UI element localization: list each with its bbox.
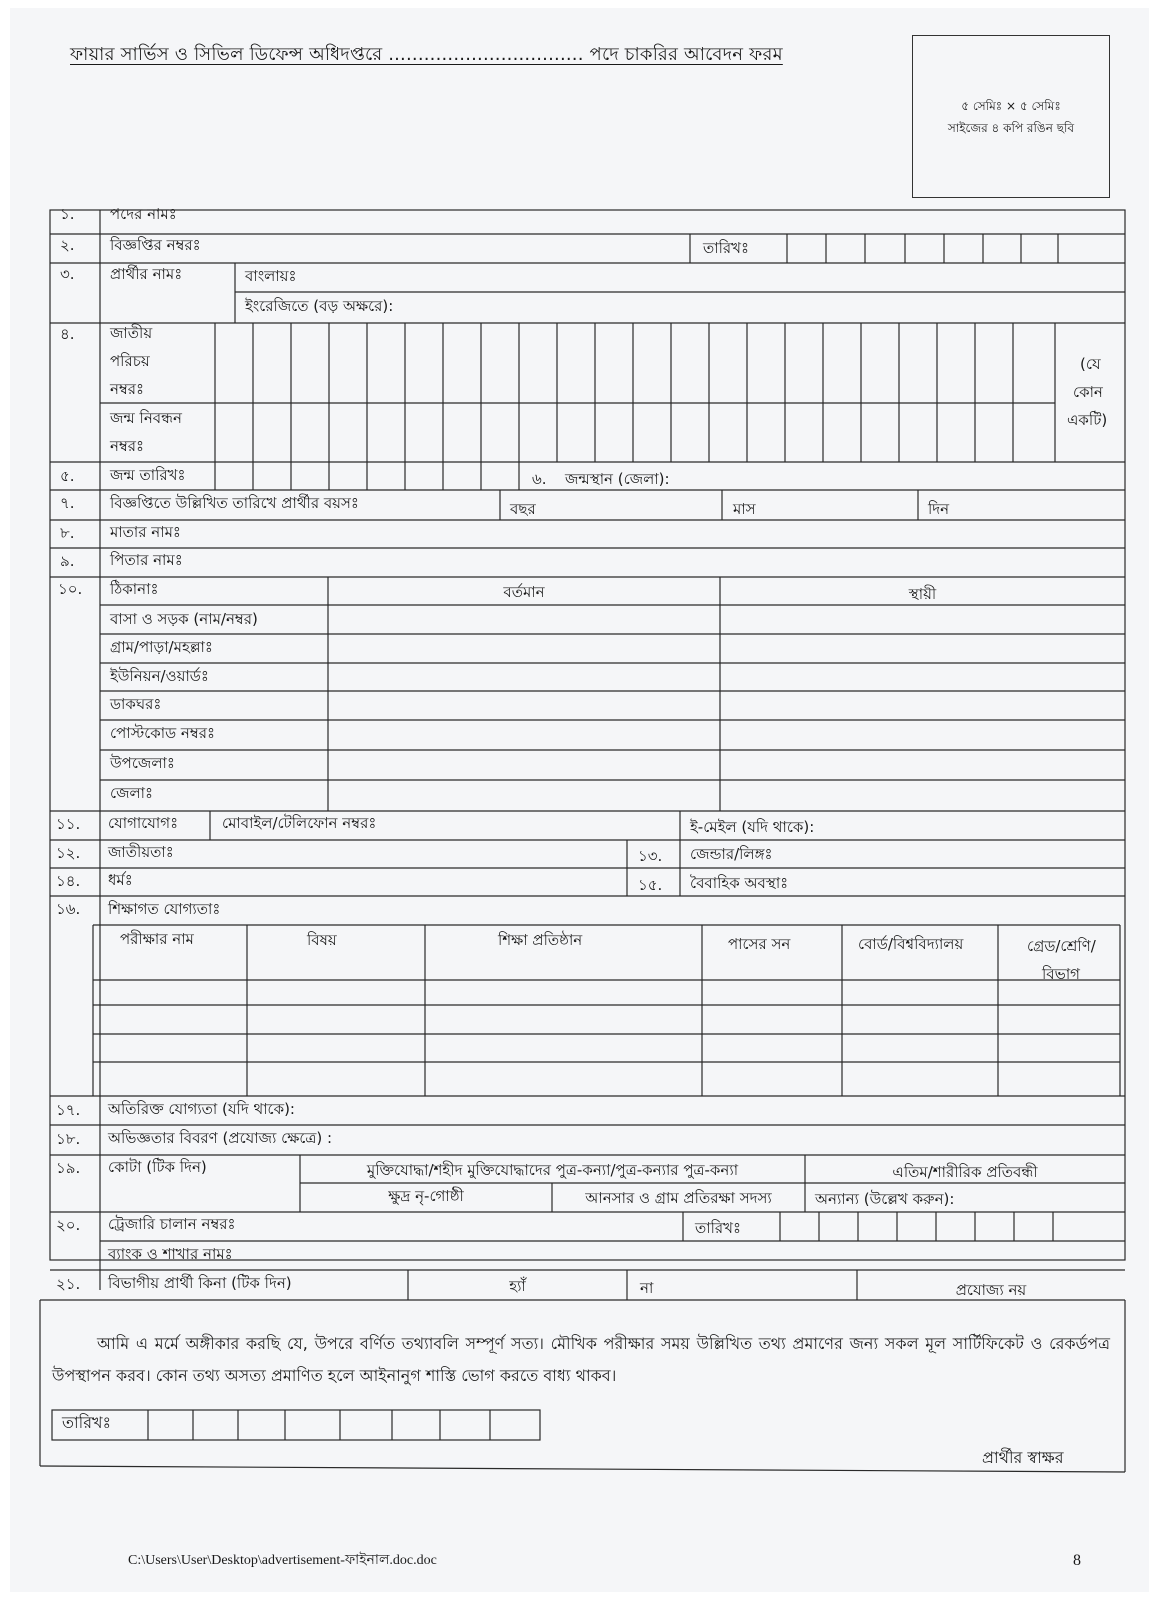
row-number: ৮. — [60, 524, 75, 542]
row-number: ৫. — [60, 467, 75, 485]
education-header-division: বিভাগ — [1042, 965, 1080, 983]
quota-orphan-disabled-option[interactable]: এতিম/শারীরিক প্রতিবন্ধী — [892, 1163, 1038, 1181]
education-header-grade: গ্রেড/শ্রেণি/ — [1027, 937, 1096, 955]
quota-label: কোটা (টিক দিন) — [108, 1158, 207, 1176]
row-number: ১২. — [56, 844, 81, 862]
quota-ansar-vdp-option[interactable]: আনসার ও গ্রাম প্রতিরক্ষা সদস্য — [585, 1189, 772, 1207]
row-number: ১১. — [56, 815, 81, 833]
row-number: ১৬. — [56, 900, 81, 918]
any-one-note: একটি) — [1067, 411, 1108, 429]
row-number: ২. — [60, 236, 75, 254]
birth-date-boxes[interactable] — [216, 463, 518, 489]
departmental-not-applicable-option[interactable]: প্রযোজ্য নয় — [955, 1281, 1027, 1299]
education-label: শিক্ষাগত যোগ্যতাঃ — [108, 900, 221, 918]
mother-name-field[interactable] — [200, 522, 1120, 546]
religion-label: ধর্মঃ — [108, 871, 133, 889]
birth-registration-number-boxes[interactable] — [216, 404, 1054, 461]
education-entry-rows[interactable] — [94, 981, 1119, 1095]
quota-freedom-fighter-option[interactable]: মুক্তিযোদ্ধা/শহীদ মুক্তিযোদ্ধাদের পুত্র-কন্যা/পুত্র-কন্যার পুত্র-কন্যা — [366, 1161, 739, 1179]
treasury-challan-field[interactable] — [260, 1214, 678, 1239]
name-bangla-label: বাংলায়ঃ — [245, 267, 297, 285]
father-name-label: পিতার নামঃ — [110, 551, 183, 569]
religion-field[interactable] — [160, 870, 622, 894]
challan-date-field[interactable] — [781, 1213, 1123, 1240]
age-year-field[interactable] — [550, 493, 718, 518]
row-number: ৯. — [60, 552, 75, 570]
age-day-field[interactable] — [965, 493, 1120, 518]
quota-other-option[interactable]: অন্যান্য (উল্লেখ করুন): — [815, 1190, 955, 1208]
present-address-fields[interactable] — [329, 606, 719, 810]
address-label: ঠিকানাঃ — [110, 580, 159, 598]
permanent-address-fields[interactable] — [721, 606, 1124, 810]
departmental-candidate-label: বিভাগীয় প্রার্থী কিনা (টিক দিন) — [108, 1274, 292, 1292]
address-item-label: ইউনিয়ন/ওয়ার্ডঃ — [110, 667, 209, 685]
nid-label: জাতীয় — [110, 324, 153, 342]
experience-label: অভিজ্ঞতার বিবরণ (প্রযোজ্য ক্ষেত্রে) : — [108, 1129, 333, 1147]
post-name-field[interactable] — [205, 212, 1120, 232]
bank-branch-label: ব্যাংক ও শাখার নামঃ — [108, 1245, 233, 1263]
address-item-label: গ্রাম/পাড়া/মহল্লাঃ — [110, 638, 213, 656]
any-one-note: (যে — [1080, 355, 1101, 373]
age-month-label: মাস — [733, 500, 756, 518]
contact-label: যোগাযোগঃ — [108, 814, 179, 832]
birth-date-label: জন্ম তারিখঃ — [110, 466, 186, 484]
email-field[interactable] — [860, 812, 1120, 838]
form-title: ফায়ার সার্ভিস ও সিভিল ডিফেন্স অধিদপ্তরে ................................. পদে চাকরির আবেদন ফরম — [70, 44, 783, 65]
row-number: ১. — [60, 205, 75, 223]
marital-status-label: বৈবাহিক অবস্থাঃ — [690, 874, 789, 892]
row-number: ১৪. — [56, 872, 81, 890]
any-one-note: কোন — [1073, 383, 1103, 401]
nationality-label: জাতীয়তাঃ — [108, 843, 174, 861]
page-number: 8 — [1073, 1552, 1081, 1569]
row-number: ৬. — [532, 470, 547, 488]
declaration-date-label: তারিখঃ — [62, 1413, 112, 1432]
nid-label: নম্বরঃ — [110, 380, 145, 398]
applicant-signature-label: প্রার্থীর স্বাক্ষর — [982, 1448, 1064, 1467]
row-number: ২০. — [56, 1216, 81, 1234]
declaration-date-boxes[interactable] — [149, 1411, 539, 1439]
additional-qualification-field[interactable] — [340, 1098, 1120, 1123]
name-bangla-field[interactable] — [320, 265, 1120, 290]
birth-place-label: জন্মস্থান (জেলা): — [565, 470, 670, 488]
education-header-board: বোর্ড/বিশ্ববিদ্যালয় — [858, 935, 964, 953]
birth-registration-label: জন্ম নিবন্ধন — [110, 409, 182, 427]
address-item-label: বাসা ও সড়ক (নাম/নম্বর) — [110, 610, 258, 628]
post-name-label: পদের নামঃ — [110, 205, 177, 223]
row-number: ১৫. — [638, 876, 663, 894]
row-number: ১৭. — [56, 1101, 81, 1119]
row-number: ১০. — [58, 580, 83, 598]
challan-date-label: তারিখঃ — [695, 1219, 741, 1237]
photo-size-text: ৫ সেমিঃ × ৫ সেমিঃ — [961, 98, 1061, 113]
advertisement-number-field[interactable] — [230, 236, 685, 261]
age-label: বিজ্ঞপ্তিতে উল্লিখিত তারিখে প্রার্থীর বয়সঃ — [110, 494, 359, 512]
mobile-field[interactable] — [420, 812, 675, 838]
departmental-yes-option[interactable]: হ্যাঁ — [509, 1277, 526, 1295]
address-item-label: পোস্টকোড নম্বরঃ — [110, 724, 215, 742]
row-number: ১৯. — [56, 1159, 81, 1177]
file-path-footer: C:\Users\User\Desktop\advertisement-ফাইনাল.doc.doc — [128, 1553, 437, 1568]
departmental-no-option[interactable]: না — [640, 1279, 654, 1297]
email-label: ই-মেইল (যদি থাকে): — [690, 818, 815, 836]
mother-name-label: মাতার নামঃ — [110, 523, 181, 541]
marital-status-field[interactable] — [840, 870, 1120, 894]
treasury-challan-label: ট্রেজারি চালান নম্বরঃ — [108, 1215, 236, 1233]
row-number: ১৮. — [56, 1130, 81, 1148]
permanent-address-header: স্থায়ী — [908, 585, 937, 603]
address-item-label: জেলাঃ — [110, 784, 154, 802]
photo-count-text: সাইজের ৪ কপি রঙিন ছবি — [947, 120, 1075, 135]
age-day-label: দিন — [928, 500, 950, 518]
education-header-passing-year: পাসের সন — [728, 935, 791, 953]
row-number: ৭. — [60, 494, 75, 512]
bank-branch-field[interactable] — [265, 1243, 1120, 1268]
experience-field[interactable] — [375, 1127, 1120, 1153]
education-header-institution: শিক্ষা প্রতিষ্ঠান — [498, 931, 583, 949]
nid-number-boxes[interactable] — [216, 324, 1054, 402]
education-header-subject: বিষয় — [307, 931, 337, 949]
birth-registration-label: নম্বরঃ — [110, 437, 145, 455]
nid-label: পরিচয় — [110, 352, 150, 370]
name-english-label: ইংরেজিতে (বড় অক্ষরে): — [245, 297, 394, 315]
age-month-field[interactable] — [770, 493, 915, 518]
row-number: ৩. — [60, 265, 75, 283]
row-number: ২১. — [56, 1275, 81, 1293]
gender-label: জেন্ডার/লিঙ্গঃ — [690, 845, 773, 863]
nationality-field[interactable] — [195, 842, 623, 866]
quota-ethnic-minority-option[interactable]: ক্ষুদ্র নৃ-গোষ্ঠী — [388, 1187, 464, 1205]
advertisement-date-label: তারিখঃ — [703, 239, 749, 257]
row-number: ১৩. — [638, 847, 663, 865]
additional-qualification-label: অতিরিক্ত যোগ্যতা (যদি থাকে): — [108, 1100, 295, 1118]
advertisement-number-label: বিজ্ঞপ্তির নম্বরঃ — [110, 236, 201, 254]
address-item-label: উপজেলাঃ — [110, 754, 175, 772]
applicant-name-label: প্রার্থীর নামঃ — [110, 265, 183, 283]
birth-place-field[interactable] — [700, 465, 1120, 488]
declaration-text: আমি এ মর্মে অঙ্গীকার করছি যে, উপরে বর্ণিত তথ্যাবলি সম্পূর্ণ সত্য। মৌখিক পরীক্ষার সময় উল্লিখিত তথ্য প্রমাণের জন্য সকল মূল সার্টিফিকেট ও রেকর্ডপত্র উপস্থাপন করব। কোন তথ্য অসত্য প্রমাণিত হলে আইনানুগ শাস্তি ভোগ করতে বাধ্য থাকব। — [52, 1334, 1110, 1385]
father-name-field[interactable] — [200, 550, 1120, 575]
row-number: ৪. — [60, 325, 75, 343]
advertisement-date-field[interactable] — [788, 235, 1123, 262]
mobile-label: মোবাইল/টেলিফোন নম্বরঃ — [222, 814, 377, 832]
present-address-header: বর্তমান — [503, 583, 545, 601]
name-english-field[interactable] — [450, 294, 1120, 321]
address-item-label: ডাকঘরঃ — [110, 695, 162, 713]
education-header-exam: পরীক্ষার নাম — [120, 930, 194, 948]
gender-field[interactable] — [810, 842, 1120, 866]
age-year-label: বছর — [510, 500, 536, 518]
